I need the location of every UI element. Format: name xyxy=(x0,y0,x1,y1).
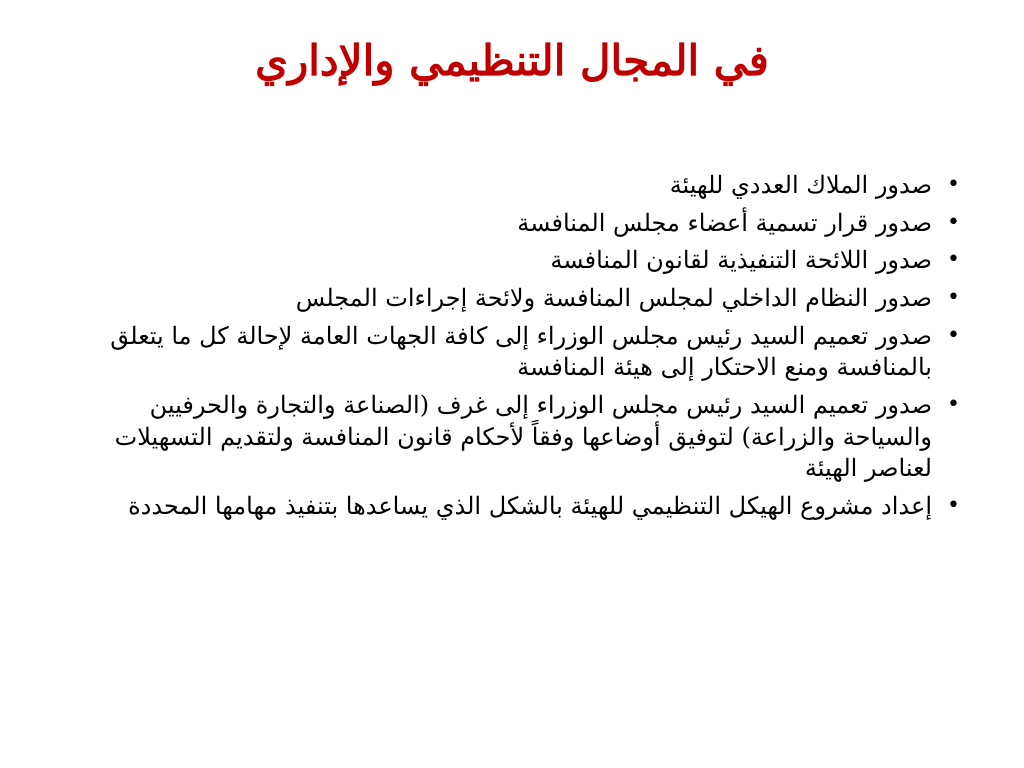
bullet-list xyxy=(62,170,962,529)
bullet-item-5 xyxy=(62,321,962,384)
bullet-icon: • xyxy=(947,247,960,273)
bullet-text: صدور تعميم السيد رئيس مجلس الوزراء إلى كافة الجهات العامة لإحالة كل ما يتعلق بالمنافسة ومنع الاحتكار إلى هيئة المنافسة xyxy=(110,321,932,382)
bullet-text: صدور قرار تسمية أعضاء مجلس المنافسة xyxy=(517,208,932,237)
bullet-item-4 xyxy=(62,283,962,315)
bullet-icon: • xyxy=(947,493,960,519)
bullet-item-6 xyxy=(62,390,962,485)
bullet-icon: • xyxy=(947,172,960,197)
bullet-text: إعداد مشروع الهيكل التنظيمي للهيئة بالشكل الذي يساعدها بتنفيذ مهامها المحددة xyxy=(128,492,932,521)
bullet-text: صدور اللائحة التنفيذية لقانون المنافسة xyxy=(550,246,932,275)
bullet-item-1 xyxy=(62,170,962,202)
bullet-item-7 xyxy=(62,491,962,523)
bullet-text: صدور تعميم السيد رئيس مجلس الوزراء إلى غرف (الصناعة والتجارة والحرفيين والسياحة والزراعة) لتوفيق أوضاعها وفقاً لأحكام قانون المنافسة ولتقديم التسهيلات لعناصر الهيئة xyxy=(114,391,932,483)
bullet-text: صدور النظام الداخلي لمجلس المنافسة ولائحة إجراءات المجلس xyxy=(295,284,932,313)
bullet-icon: • xyxy=(947,285,960,311)
slide-title: في المجال التنظيمي والإداري xyxy=(255,36,769,85)
bullet-item-2 xyxy=(62,208,962,240)
bullet-item-3 xyxy=(62,245,962,277)
bullet-icon: • xyxy=(947,392,960,418)
bullet-text: صدور الملاك العددي للهيئة xyxy=(669,171,932,199)
bullet-icon: • xyxy=(947,209,960,235)
bullet-icon: • xyxy=(947,322,960,348)
